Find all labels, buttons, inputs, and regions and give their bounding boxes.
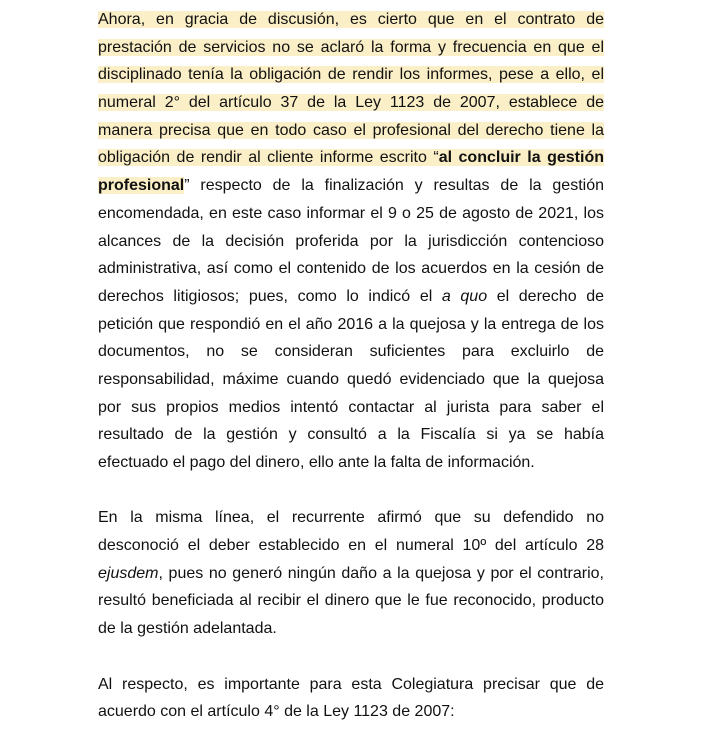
paragraph-spacer <box>98 477 604 505</box>
text-line: responsabilidad, máxime cuando quedó evidenciado que la quejosa <box>98 370 604 388</box>
italic-text: ejusdem <box>98 564 159 582</box>
text-line: resultó beneficiada al recibir el dinero que le fue reconocido, producto <box>98 592 604 610</box>
highlighted-text: Ahora, en gracia de discusión, es cierto que en el contrato de <box>98 11 604 28</box>
highlighted-text: obligación de rendir al cliente informe escrito “ <box>98 149 439 167</box>
paragraph-1 <box>98 6 604 477</box>
text-line: documentos, no se consideran suficientes para excluirlo de <box>98 343 604 361</box>
paragraph-spacer <box>98 643 604 671</box>
text-line <box>98 6 604 34</box>
text-line <box>98 560 604 588</box>
text-line: desconoció el deber establecido en el numeral 10º del artículo 28 <box>98 537 604 555</box>
text-line <box>98 172 604 200</box>
plain-text: ” respecto de la finalización y resultas de la gestión <box>184 177 604 195</box>
text-line <box>98 283 604 311</box>
paragraph-2 <box>98 504 604 642</box>
text-line: resultado de la gestión y consultó a la Fiscalía si ya se había <box>98 426 604 444</box>
bold-quote-text: profesional <box>98 177 185 195</box>
plain-text: , pues no generó ningún daño a la quejosa y por el contrario, <box>158 564 604 582</box>
italic-text: a quo <box>441 287 488 305</box>
bold-quote-text: al concluir la gestión <box>438 149 604 167</box>
text-line: En la misma línea, el recurrente afirmó que su defendido no <box>98 509 604 527</box>
text-line: encomendada, en este caso informar el 9 o 25 de agosto de 2021, los <box>98 204 604 222</box>
plain-text: el derecho de <box>487 287 605 305</box>
text-line <box>98 117 604 145</box>
text-line: por sus propios medios intentó contactar al jurista para saber el <box>98 398 604 416</box>
text-line-last: acuerdo con el artículo 4° de la Ley 1123 de 2007: <box>98 703 455 721</box>
text-line: Al respecto, es importante para esta Colegiatura precisar que de <box>98 675 604 693</box>
text-line <box>98 34 604 62</box>
text-line-last: efectuado el pago del dinero, ello ante la falta de información. <box>98 454 535 471</box>
text-line: petición que respondió en el año 2016 a la quejosa y la entrega de los <box>98 315 604 333</box>
text-line: administrativa, así como el contenido de los acuerdos en la cesión de <box>98 260 604 278</box>
highlighted-text: prestación de servicios no se aclaró la forma y frecuencia en que el <box>98 38 604 56</box>
document-page <box>98 6 604 726</box>
highlighted-text: disciplinado tenía la obligación de rendir los informes, pese a ello, el <box>98 66 604 84</box>
text-line <box>98 144 604 172</box>
text-line: alcances de la decisión proferida por la jurisdicción contencioso <box>98 232 604 250</box>
highlighted-text: manera precisa que en todo caso el profesional del derecho tiene la <box>98 121 604 139</box>
text-line <box>98 61 604 89</box>
text-line <box>98 89 604 117</box>
plain-text: derechos litigiosos; pues, como lo indicó el <box>98 287 442 305</box>
highlighted-text: numeral 2° del artículo 37 de la Ley 1123 de 2007, establece de <box>98 94 604 112</box>
text-line-last: de la gestión adelantada. <box>98 620 277 638</box>
paragraph-3 <box>98 671 604 726</box>
